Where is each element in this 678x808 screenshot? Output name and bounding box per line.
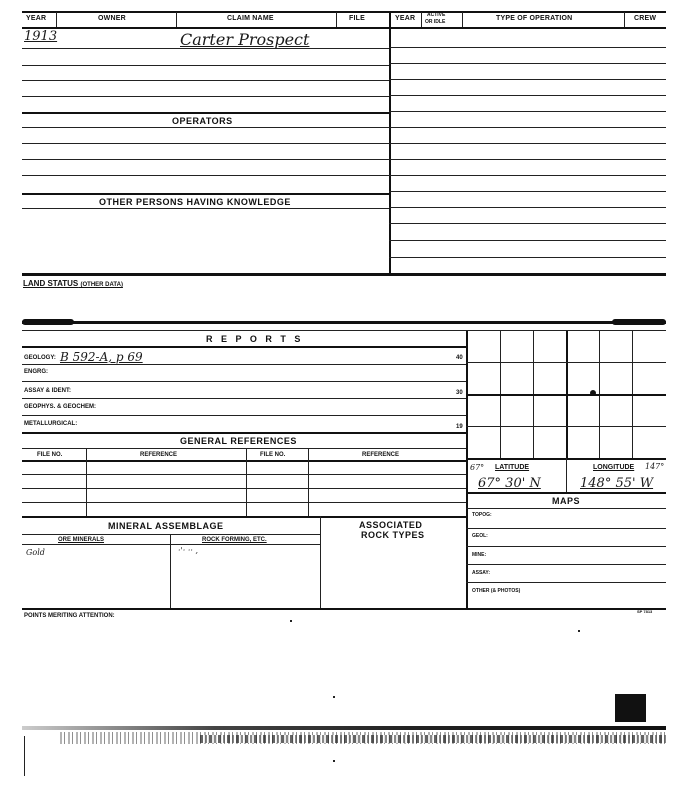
lon-prefix: 147° (645, 462, 665, 471)
associated-rock-types-line2: ROCK TYPES (361, 530, 425, 540)
maps-heading: MAPS (552, 496, 581, 506)
maps-mine: MINE: (472, 552, 487, 558)
reports-heading: R E P O R T S (206, 334, 304, 344)
maps-topog: TOPOG: (472, 512, 492, 518)
points-meriting-attention: POINTS MERITING ATTENTION: (24, 613, 115, 619)
longitude-value: 148° 55' W (580, 476, 654, 491)
report-label-geophys: GEOPHYS. & GEOCHEM: (24, 404, 97, 410)
report-num-assay: 30 (456, 390, 463, 396)
report-value-geology: B 592-A, p 69 (60, 350, 143, 364)
form-number: SP 7813 (637, 609, 653, 614)
gr-header-file-no-2: FILE NO. (260, 452, 286, 458)
land-status-label: LAND STATUS (OTHER DATA) (23, 279, 123, 288)
header-year: YEAR (26, 15, 47, 22)
gr-header-reference-1: REFERENCE (140, 452, 178, 458)
header-claim-name: CLAIM NAME (227, 15, 274, 22)
associated-rock-types-line1: ASSOCIATED (359, 520, 423, 530)
lat-prefix: 67° (470, 463, 485, 472)
report-label-geology: GEOLOGY: (24, 355, 56, 361)
header-owner: OWNER (98, 15, 126, 22)
report-num-metallurgical: 19 (456, 424, 463, 430)
header-crew: CREW (634, 15, 657, 22)
mineral-assemblage-heading: MINERAL ASSEMBLAGE (108, 521, 224, 531)
gr-header-file-no-1: FILE NO. (37, 452, 63, 458)
other-persons-heading: OTHER PERSONS HAVING KNOWLEDGE (99, 197, 291, 207)
rock-forming-header: ROCK FORMING, ETC. (202, 537, 267, 543)
general-references-heading: GENERAL REFERENCES (180, 436, 297, 446)
header-active: ACTIVE (427, 12, 446, 18)
location-marker-icon (590, 390, 596, 396)
maps-other: OTHER (& PHOTOS) (472, 588, 521, 594)
latitude-value: 67° 30' N (478, 476, 541, 491)
maps-assay: ASSAY: (472, 570, 491, 576)
report-label-engrg: ENGRG: (24, 369, 48, 375)
operators-heading: OPERATORS (172, 116, 233, 126)
maps-geol: GEOL: (472, 533, 488, 539)
report-label-metallurgical: METALLURGICAL: (24, 421, 78, 427)
ore-mineral-value: Gold (26, 548, 45, 557)
header-year-2: YEAR (395, 15, 416, 22)
header-type-of-operation: TYPE OF OPERATION (496, 15, 573, 22)
longitude-label: LONGITUDE (593, 464, 635, 471)
report-num-geology: 40 (456, 355, 463, 361)
entry-claim-name: Carter Prospect (180, 30, 310, 49)
report-label-assay: ASSAY & IDENT: (24, 388, 72, 394)
rock-forming-value: ·'· ·· , (178, 546, 198, 555)
gr-header-reference-2: REFERENCE (362, 452, 400, 458)
latitude-label: LATITUDE (495, 464, 530, 471)
ore-minerals-header: ORE MINERALS (58, 537, 105, 543)
header-or-idle: OR IDLE (425, 19, 446, 25)
entry-year: 1913 (24, 29, 58, 44)
header-file: FILE (349, 15, 365, 22)
